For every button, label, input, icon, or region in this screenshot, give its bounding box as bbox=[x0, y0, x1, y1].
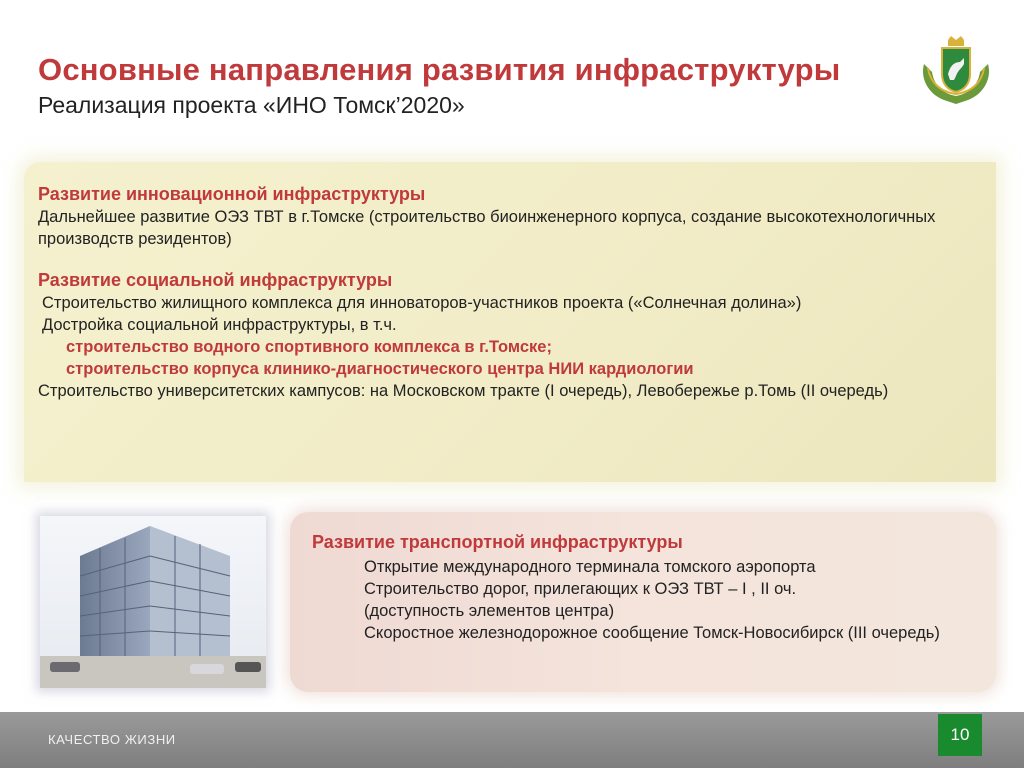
footer-label: КАЧЕСТВО ЖИЗНИ bbox=[48, 732, 176, 747]
slide-subtitle: Реализация проекта «ИНО Томск’2020» bbox=[38, 92, 465, 118]
transport-roads-text: Строительство дорог, прилегающих к ОЭЗ ТВТ – I , II оч. bbox=[364, 580, 797, 598]
page-number-badge: 10 bbox=[938, 714, 982, 756]
transport-access-text: (доступность элементов центра) bbox=[364, 602, 615, 620]
social-completion-text: Достройка социальной инфраструктуры, в т.ч. bbox=[42, 316, 397, 334]
social-highlight-cardiology: строительство корпуса клинико-диагностического центра НИИ кардиологии bbox=[66, 360, 694, 378]
coat-of-arms-icon bbox=[918, 34, 994, 106]
transport-airport-text: Открытие международного терминала томского аэропорта bbox=[364, 558, 816, 576]
social-campus-text: Строительство университетских кампусов: на Московском тракте (I очередь), Левобережье р.Томь (II очередь) bbox=[38, 382, 889, 400]
slide-title: Основные направления развития инфраструктуры bbox=[38, 52, 841, 87]
innovation-heading: Развитие инновационной инфраструктуры bbox=[38, 184, 426, 204]
social-highlight-swimming: строительство водного спортивного комплекса в г.Томске; bbox=[66, 338, 552, 356]
transport-rail-text: Скоростное железнодорожное сообщение Томск-Новосибирск (III очередь) bbox=[364, 624, 940, 642]
social-heading: Развитие социальной инфраструктуры bbox=[38, 270, 393, 290]
footer-bar bbox=[0, 712, 1024, 768]
transport-heading: Развитие транспортной инфраструктуры bbox=[312, 532, 683, 552]
innovation-text: Дальнейшее развитие ОЭЗ ТВТ в г.Томске (строительство биоинженерного корпуса, создание высокотехнологичных производств резидентов) bbox=[38, 208, 936, 248]
innovation-social-panel bbox=[24, 162, 996, 482]
building-photo bbox=[40, 516, 266, 688]
transport-panel bbox=[290, 512, 996, 692]
social-housing-text: Строительство жилищного комплекса для инноваторов-участников проекта («Солнечная долина») bbox=[42, 294, 802, 312]
